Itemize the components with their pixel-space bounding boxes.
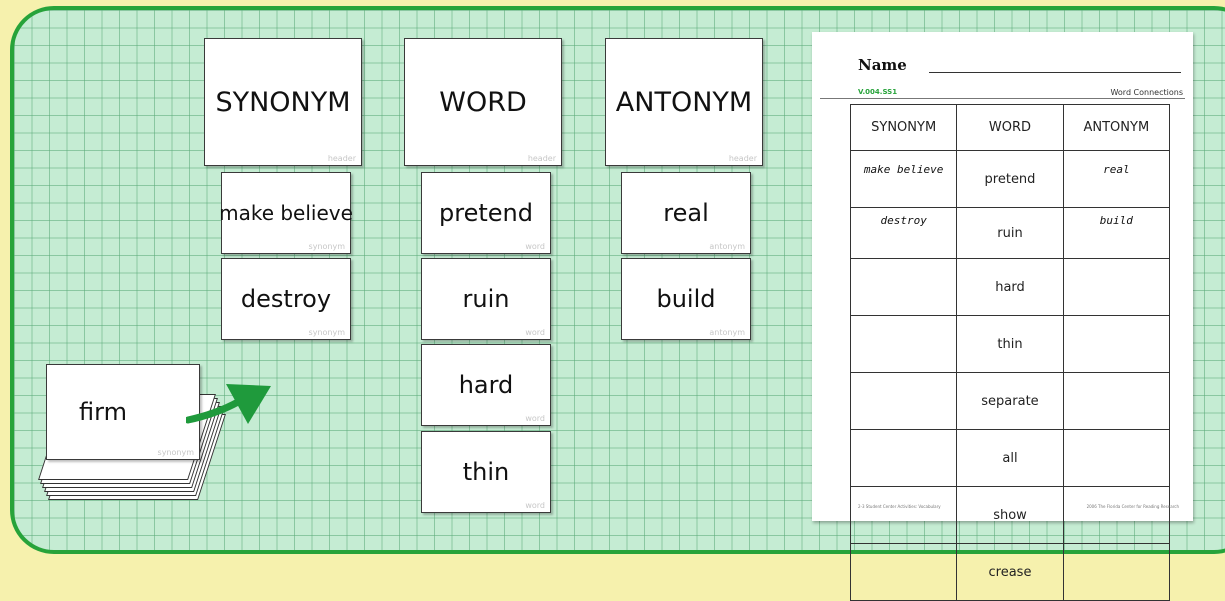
card-tag: word xyxy=(525,414,545,423)
word-card[interactable] xyxy=(421,258,551,340)
word-cell: pretend xyxy=(957,151,1063,208)
header-card-word[interactable] xyxy=(404,38,562,166)
word-card[interactable] xyxy=(421,431,551,513)
word-card[interactable] xyxy=(421,172,551,254)
synonym-cell[interactable] xyxy=(851,430,957,487)
table-row xyxy=(851,544,1170,601)
word-cell: crease xyxy=(957,544,1063,601)
word-cell: all xyxy=(957,430,1063,487)
table-header-row xyxy=(851,105,1170,151)
column-header: WORD xyxy=(957,105,1063,151)
card-tag: antonym xyxy=(709,242,745,251)
name-label: Name xyxy=(858,56,907,74)
card-tag: word xyxy=(525,242,545,251)
card-tag: synonym xyxy=(157,448,194,457)
card-word: pretend xyxy=(439,199,533,227)
card-tag: header xyxy=(527,154,556,163)
synonym-card[interactable] xyxy=(221,258,351,340)
card-word: destroy xyxy=(240,285,332,313)
card-tag: synonym xyxy=(308,242,345,251)
column-header: SYNONYM xyxy=(851,105,957,151)
antonym-cell[interactable] xyxy=(1063,373,1169,430)
worksheet xyxy=(812,32,1193,580)
header-card-label: WORD xyxy=(439,86,527,118)
card-tag: word xyxy=(525,328,545,337)
word-card[interactable] xyxy=(421,344,551,426)
divider xyxy=(820,98,1185,99)
antonym-cell[interactable]: real xyxy=(1063,151,1169,208)
antonym-cell[interactable] xyxy=(1063,259,1169,316)
table-row xyxy=(851,208,1170,259)
table-row xyxy=(851,373,1170,430)
antonym-cell[interactable] xyxy=(1063,487,1169,544)
worksheet-subtitle: Word Connections xyxy=(1110,88,1183,97)
card-tag: header xyxy=(327,154,356,163)
synonym-cell[interactable] xyxy=(851,544,957,601)
table-row xyxy=(851,316,1170,373)
header-card-label: ANTONYM xyxy=(615,86,753,118)
table-row xyxy=(851,259,1170,316)
card-tag: header xyxy=(728,154,757,163)
header-card-synonym[interactable] xyxy=(204,38,362,166)
worksheet-table xyxy=(850,104,1170,601)
header-card-label: SYNONYM xyxy=(215,86,351,118)
card-tag: synonym xyxy=(308,328,345,337)
table-row xyxy=(851,430,1170,487)
card-word: thin xyxy=(462,458,510,486)
synonym-cell[interactable]: make believe xyxy=(851,151,957,208)
card-word: build xyxy=(656,285,716,313)
card-tag: antonym xyxy=(709,328,745,337)
antonym-cell[interactable] xyxy=(1063,430,1169,487)
footer-right: 2006 The Florida Center for Reading Research xyxy=(1086,504,1179,509)
arrow-icon xyxy=(186,376,281,436)
card-word: make believe xyxy=(219,201,353,225)
table-row xyxy=(851,151,1170,208)
word-cell: ruin xyxy=(957,208,1063,259)
card-word: hard xyxy=(458,371,514,399)
word-cell: thin xyxy=(957,316,1063,373)
stack-top-card[interactable] xyxy=(46,364,200,460)
antonym-card[interactable] xyxy=(621,258,751,340)
name-line[interactable] xyxy=(929,72,1181,73)
card-word: real xyxy=(663,199,709,227)
synonym-card[interactable] xyxy=(221,172,351,254)
synonym-cell[interactable] xyxy=(851,316,957,373)
header-card-antonym[interactable] xyxy=(605,38,763,166)
word-cell: separate xyxy=(957,373,1063,430)
synonym-cell[interactable]: destroy xyxy=(851,208,957,259)
synonym-cell[interactable] xyxy=(851,487,957,544)
synonym-cell[interactable] xyxy=(851,373,957,430)
word-cell: show xyxy=(957,487,1063,544)
word-cell: hard xyxy=(957,259,1063,316)
antonym-cell[interactable] xyxy=(1063,544,1169,601)
antonym-cell[interactable] xyxy=(1063,316,1169,373)
column-header: ANTONYM xyxy=(1063,105,1169,151)
card-word: firm xyxy=(79,398,127,426)
table-row xyxy=(851,487,1170,544)
worksheet-code: V.004.SS1 xyxy=(858,88,898,96)
antonym-card[interactable] xyxy=(621,172,751,254)
card-tag: word xyxy=(525,501,545,510)
card-word: ruin xyxy=(462,285,510,313)
footer-left: 2-3 Student Center Activities: Vocabulary xyxy=(858,504,941,509)
antonym-cell[interactable]: build xyxy=(1063,208,1169,259)
synonym-cell[interactable] xyxy=(851,259,957,316)
